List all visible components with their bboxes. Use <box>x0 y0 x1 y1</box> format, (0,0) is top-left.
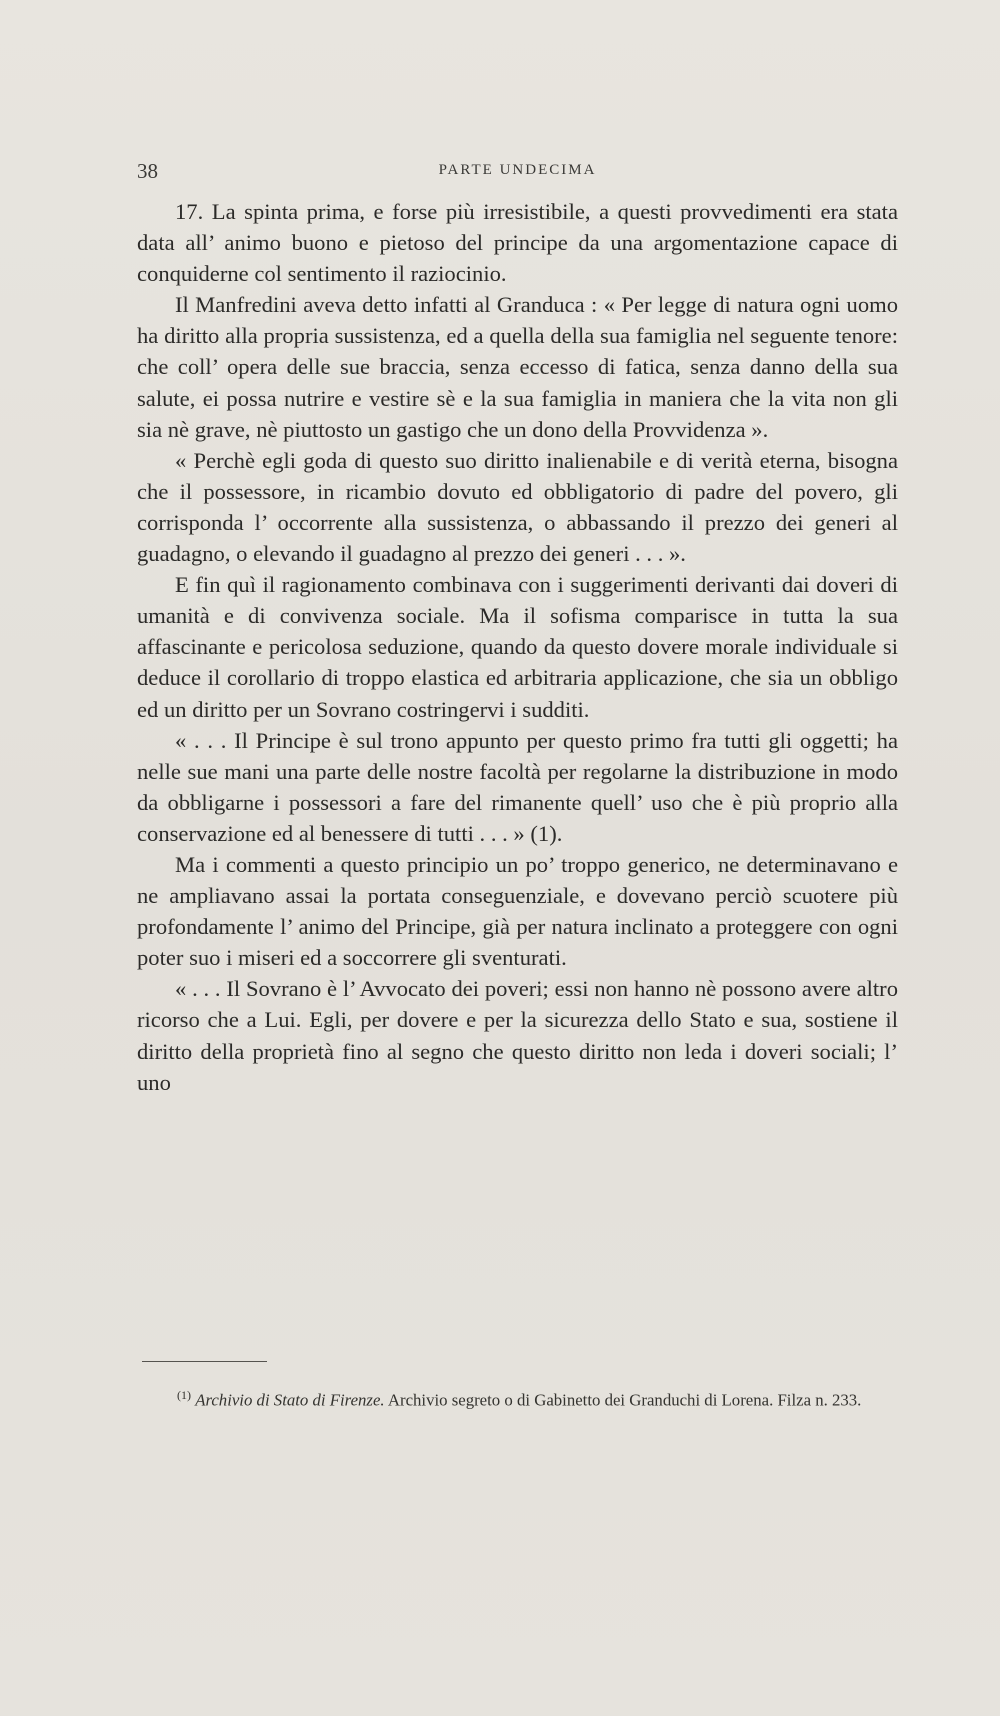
paragraph: 17. La spinta prima, e forse più irresistibile, a questi provvedimenti era stata data all’ animo buono e pietoso del principe da una argomentazione capace di conquiderne col sentimento il raziocinio. <box>137 199 898 287</box>
paragraph: « . . . Il Sovrano è l’ Avvocato dei poveri; essi non hanno nè possono avere altro ricorso che a Lui. Egli, per dovere e per la sicurezza dello Stato e sua, sostiene il diritto della proprietà fino al segno che questo diritto non leda i doveri sociali; l’ uno <box>137 976 898 1095</box>
paragraph: Ma i commenti a questo principio un po’ troppo generico, ne determinavano e ne ampliavano assai la portata conseguenziale, e dovevano perciò scuotere più profondamente l’ animo del Principe, già per natura inclinato a proteggere con ogni poter suo i miseri ed a soccorrere gli sventurati. <box>137 851 898 971</box>
page-number: 38 <box>137 159 158 183</box>
footnote-separator <box>142 1361 267 1362</box>
body-text <box>137 196 898 1098</box>
page-header <box>137 159 898 185</box>
footnote-marker: (1) <box>177 1388 191 1402</box>
paragraph: « Perchè egli goda di questo suo diritto inalienabile e di verità eterna, bisogna che il possessore, in ricambio dovuto ed obbligatorio di padre del povero, gli corrisponda l’ occorrente alla sussistenza, o abbassando il prezzo dei generi al guadagno, o elevando il guadagno al prezzo dei generi . . . ». <box>137 447 898 567</box>
running-head: PARTE UNDECIMA <box>438 162 597 178</box>
paragraph: « . . . Il Principe è sul trono appunto per questo primo fra tutti gli oggetti; ha nelle sue mani una parte delle nostre facoltà per regolarne la distribuzione in modo da obbligarne i possessori a fare del rimanente quell’ uso che è più proprio alla conservazione ed al benessere di tutti . . . » (1). <box>137 727 898 846</box>
footnote-source: Archivio di Stato di Firenze. <box>195 1390 385 1410</box>
paragraph: Il Manfredini aveva detto infatti al Granduca : « Per legge di natura ogni uomo ha diritto alla propria sussistenza, ed a quella della sua famiglia nel seguente tenore: che coll’ opera delle sue braccia, senza eccesso di fatica, senza danno della sua salute, ei possa nutrire e vestire sè e la sua famiglia in maniera che la vita non gli sia nè grave, nè piuttosto un gastigo che un dono della Provvidenza ». <box>137 292 898 442</box>
paragraph: E fin quì il ragionamento combinava con i suggerimenti derivanti dai doveri di umanità e di convivenza sociale. Ma il sofisma comparisce in tutta la sua affascinante e pericolosa seduzione, quando da questo dovere morale individuale si deduce il corollario di troppo elastica ed arbitraria applicazione, che sia un obbligo ed un diritto per un Sovrano costringervi i sudditi. <box>137 572 898 722</box>
footnote-text: Archivio segreto o di Gabinetto dei Granduchi di Lorena. Filza n. 233. <box>387 1390 862 1410</box>
footnote <box>137 1384 898 1412</box>
